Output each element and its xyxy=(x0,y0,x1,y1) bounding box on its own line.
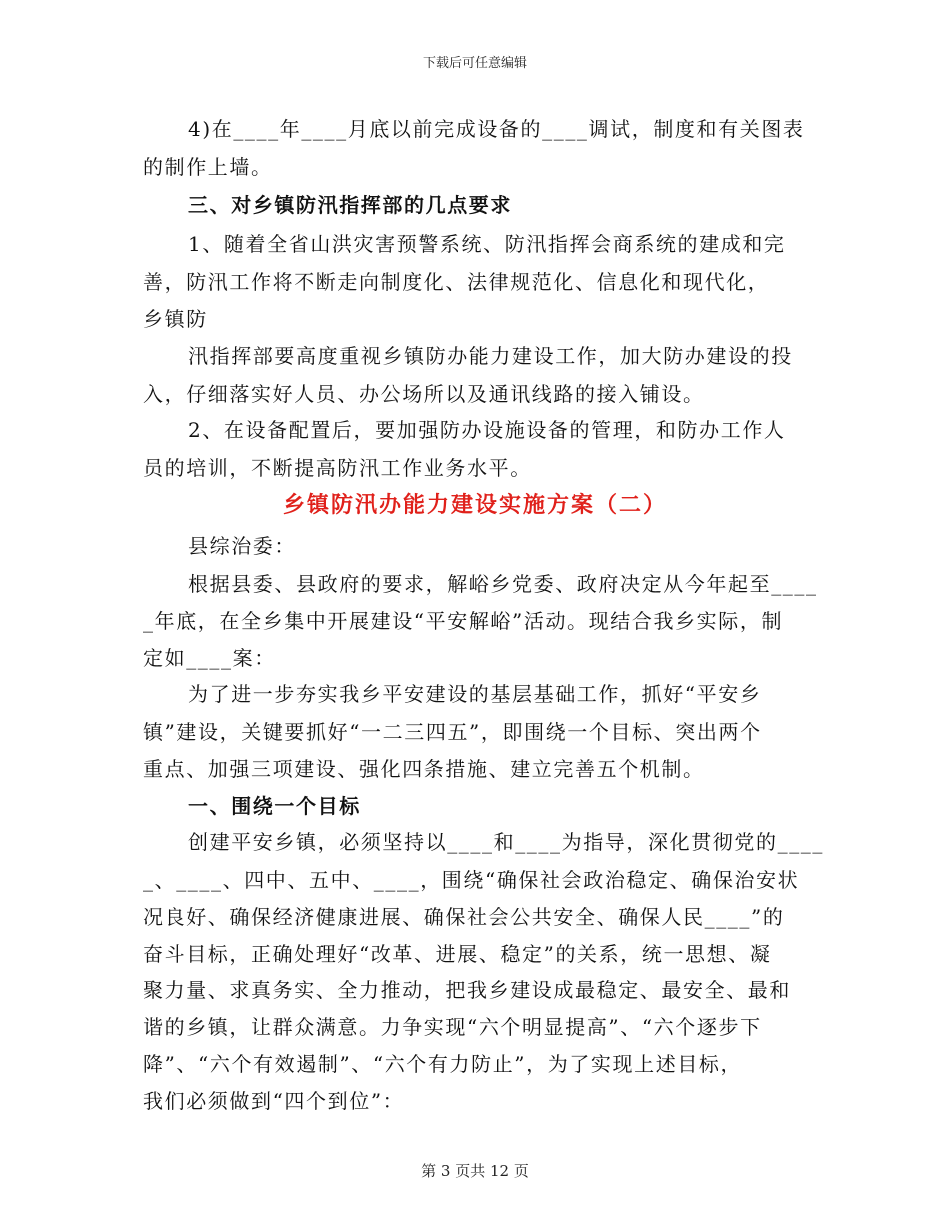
body-line: 降”、“六个有效遏制”、“六个有力防止”，为了实现上述目标， xyxy=(143,1052,743,1076)
page-footer: 第 3 页共 12 页 xyxy=(421,1162,529,1180)
body-line: 根据县委、县政府的要求，解峪乡党委、政府决定从今年起至____ xyxy=(188,572,818,596)
section-title: 乡镇防汛办能力建设实施方案（二） xyxy=(282,492,667,518)
body-line: 善，防汛工作将不断走向制度化、法律规范化、信息化和现代化， xyxy=(143,270,770,294)
body-line: 重点、加强三项建设、强化四条措施、建立完善五个机制。 xyxy=(143,757,705,781)
body-line: 员的培训，不断提高防汛工作业务水平。 xyxy=(143,456,532,480)
body-line: 2、在设备配置后，要加强防办设施设备的管理，和防办工作人 xyxy=(188,418,786,442)
body-line: 为了进一步夯实我乡平安建设的基层基础工作，抓好“平安乡 xyxy=(188,682,762,706)
body-line: 县综治委： xyxy=(188,534,296,558)
body-line: 镇”建设，关键要抓好“一二三四五”，即围绕一个目标、突出两个 xyxy=(143,720,762,744)
body-line: _年底，在全乡集中开展建设“平安解峪”活动。现结合我乡实际，制 xyxy=(143,609,784,633)
body-line: 况良好、确保经济健康进展、确保社会公共安全、确保人民____”的 xyxy=(143,905,785,929)
body-line: 的制作上墙。 xyxy=(143,155,273,179)
body-line: 汛指挥部要高度重视乡镇防办能力建设工作，加大防办建设的投 xyxy=(188,344,793,368)
body-line: 创建平安乡镇，必须坚持以____和____为指导，深化贯彻党的____ xyxy=(188,830,824,854)
body-line: 奋斗目标，正确处理好“改革、进展、稳定”的关系，统一思想、凝 xyxy=(143,942,772,966)
body-line: 我们必须做到“四个到位”： xyxy=(143,1089,405,1113)
section-heading: 三、对乡镇防汛指挥部的几点要求 xyxy=(188,193,512,217)
body-line: 4)在____年____月底以前完成设备的____调试，制度和有关图表 xyxy=(188,117,805,141)
body-line: 1、随着全省山洪灾害预警系统、防汛指挥会商系统的建成和完 xyxy=(188,232,786,256)
body-line: 谐的乡镇，让群众满意。力争实现“六个明显提高”、“六个逐步下 xyxy=(143,1015,762,1039)
page-header: 下载后可任意编辑 xyxy=(422,56,527,71)
section-heading: 一、围绕一个目标 xyxy=(188,794,361,818)
body-line: _、____、四中、五中、____，围绕“确保社会政治稳定、确保治安状 xyxy=(143,868,800,892)
body-line: 入，仔细落实好人员、办公场所以及通讯线路的接入铺设。 xyxy=(143,382,705,406)
body-line: 定如____案： xyxy=(143,646,276,670)
body-line: 乡镇防 xyxy=(143,307,208,331)
body-line: 聚力量、求真务实、全力推动，把我乡建设成最稳定、最安全、最和 xyxy=(143,978,791,1002)
